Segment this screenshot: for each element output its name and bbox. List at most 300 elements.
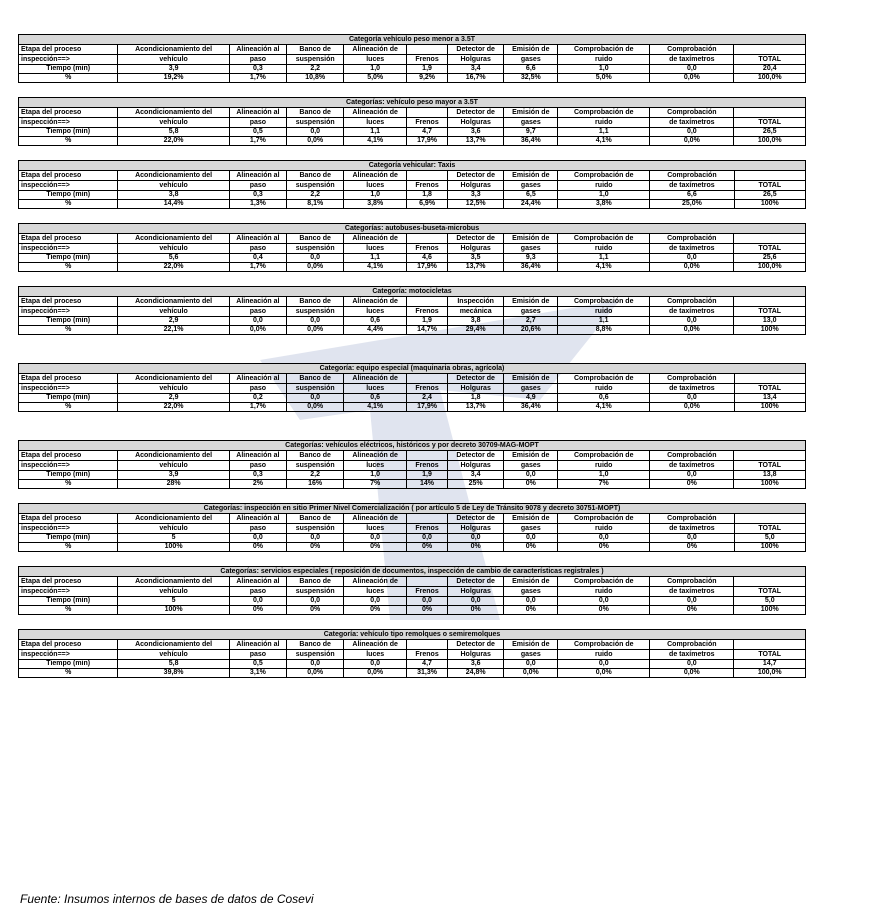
- table-cell: 32,5%: [504, 74, 558, 83]
- table-cell: 0,0: [287, 254, 344, 263]
- table-cell: 0,0: [650, 394, 734, 403]
- column-header: Etapa del proceso: [19, 374, 118, 384]
- table-cell: 4,1%: [344, 137, 407, 146]
- column-header: vehículo: [118, 461, 229, 471]
- column-header: Detector de: [448, 171, 504, 181]
- table-cell: 0,0%: [287, 263, 344, 272]
- column-header: Alineación al: [229, 374, 286, 384]
- table-cell: 5,8: [118, 128, 229, 137]
- table-cell: 8,1%: [287, 200, 344, 209]
- table-cell: 0,0: [650, 534, 734, 543]
- column-header: Comprobación: [650, 577, 734, 587]
- table-cell: 13,7%: [448, 137, 504, 146]
- column-header: [407, 45, 448, 55]
- column-header: suspensión: [287, 461, 344, 471]
- column-header: vehículo: [118, 118, 229, 128]
- table-cell: 4,7: [407, 128, 448, 137]
- table-cell: 0,6: [344, 317, 407, 326]
- table-cell: 2,4: [407, 394, 448, 403]
- table-cell: 4,7: [407, 660, 448, 669]
- category-table: [18, 160, 806, 209]
- table-cell: 17,9%: [407, 137, 448, 146]
- column-header: suspensión: [287, 384, 344, 394]
- category-title: Categoría vehículo peso menor a 3.5T: [19, 35, 806, 45]
- table-cell: 0,0: [287, 597, 344, 606]
- table-cell: 1,3%: [229, 200, 286, 209]
- table-cell: 1,7%: [229, 74, 286, 83]
- column-header: Holguras: [448, 587, 504, 597]
- category-title: Categoría: motocicletas: [19, 287, 806, 297]
- column-header: TOTAL: [734, 244, 806, 254]
- column-header: Banco de: [287, 451, 344, 461]
- column-header: Acondicionamiento del: [118, 451, 229, 461]
- table-cell: 5: [118, 534, 229, 543]
- table-cell: 100%: [734, 200, 805, 209]
- table-cell: 29,4%: [448, 326, 504, 335]
- column-header: Etapa del proceso: [19, 297, 118, 307]
- column-header: vehículo: [118, 524, 229, 534]
- column-header: [734, 514, 805, 524]
- column-header: ruido: [558, 587, 650, 597]
- row-label: %: [19, 263, 118, 272]
- column-header: Banco de: [287, 45, 344, 55]
- row-label: Tiempo (min): [19, 191, 118, 200]
- column-header: Comprobación de: [558, 374, 650, 384]
- table-cell: 8,8%: [558, 326, 650, 335]
- table-cell: 0%: [448, 543, 504, 552]
- column-header: luces: [344, 461, 407, 471]
- column-header: paso: [229, 118, 286, 128]
- column-header: de taxímetros: [650, 384, 734, 394]
- table-cell: 0%: [344, 543, 407, 552]
- column-header: paso: [229, 650, 286, 660]
- category-table: [18, 629, 806, 678]
- column-header: vehículo: [118, 587, 229, 597]
- table-cell: 3,9: [118, 65, 229, 74]
- column-header: Detector de: [448, 45, 504, 55]
- table-cell: 100,0%: [734, 669, 806, 678]
- table-cell: 7%: [344, 480, 407, 489]
- table-cell: 14%: [406, 480, 447, 489]
- category-title: Categoría: vehículo tipo remolques o semiremolques: [19, 630, 806, 640]
- column-header: [734, 374, 805, 384]
- column-header: [407, 640, 448, 650]
- category-title: Categorías: autobuses-buseta-microbus: [19, 224, 806, 234]
- column-header: [734, 45, 806, 55]
- column-header: ruido: [558, 55, 650, 65]
- column-header: Acondicionamiento del: [118, 234, 229, 244]
- column-header: Comprobación: [650, 514, 734, 524]
- inspection-times-tables: [18, 34, 806, 678]
- table-cell: 9,3: [504, 254, 558, 263]
- category-table: [18, 286, 806, 335]
- category-title: Categoría: equipo especial (maquinaria obras, agrícola): [19, 364, 806, 374]
- column-header: Emisión de: [504, 577, 558, 587]
- table-cell: 0,0: [344, 660, 407, 669]
- column-header: [407, 171, 448, 181]
- column-header: [406, 451, 447, 461]
- column-header: inspección==>: [19, 55, 118, 65]
- table-cell: 0,0: [407, 597, 448, 606]
- table-cell: 3,8%: [558, 200, 650, 209]
- table-cell: 0%: [650, 480, 734, 489]
- table-cell: 14,4%: [118, 200, 229, 209]
- column-header: suspensión: [287, 524, 344, 534]
- table-cell: 0%: [650, 606, 734, 615]
- table-cell: 17,9%: [406, 263, 447, 272]
- column-header: de taxímetros: [650, 118, 734, 128]
- column-header: Alineación al: [229, 171, 286, 181]
- table-cell: 3,9: [118, 471, 229, 480]
- column-header: Banco de: [287, 374, 344, 384]
- column-header: Alineación al: [229, 234, 286, 244]
- table-cell: 3,5: [448, 254, 504, 263]
- column-header: Emisión de: [504, 374, 558, 384]
- table-cell: 6,6: [650, 191, 734, 200]
- table-cell: 13,7%: [448, 263, 504, 272]
- column-header: TOTAL: [734, 55, 806, 65]
- column-header: vehículo: [118, 307, 229, 317]
- column-header: Etapa del proceso: [19, 640, 118, 650]
- column-header: Emisión de: [504, 45, 558, 55]
- column-header: inspección==>: [19, 181, 118, 191]
- table-cell: 1,1: [558, 317, 650, 326]
- table-cell: 26,5: [734, 191, 805, 200]
- table-cell: 0%: [344, 606, 407, 615]
- table-cell: 13,7%: [448, 403, 504, 412]
- category-title: Categorías: vehículos eléctricos, históricos y por decreto 30709-MAG-MOPT: [19, 441, 806, 451]
- column-header: Comprobación de: [558, 234, 650, 244]
- table-cell: 1,0: [558, 471, 650, 480]
- table-cell: 1,0: [558, 65, 650, 74]
- table-cell: 4,9: [504, 394, 558, 403]
- column-header: Acondicionamiento del: [118, 640, 229, 650]
- column-header: Emisión de: [504, 108, 558, 118]
- column-header: Comprobación de: [558, 171, 650, 181]
- table-cell: 1,8: [407, 191, 448, 200]
- table-cell: 36,4%: [504, 403, 558, 412]
- column-header: TOTAL: [734, 384, 805, 394]
- column-header: TOTAL: [734, 307, 806, 317]
- column-header: suspensión: [287, 181, 344, 191]
- column-header: [734, 234, 806, 244]
- column-header: inspección==>: [19, 118, 118, 128]
- column-header: inspección==>: [19, 587, 118, 597]
- table-cell: 6,6: [504, 65, 558, 74]
- table-cell: 4,1%: [344, 403, 407, 412]
- column-header: paso: [229, 244, 286, 254]
- column-header: gases: [504, 524, 558, 534]
- table-cell: 25,0%: [650, 200, 734, 209]
- table-cell: 0,2: [229, 394, 286, 403]
- column-header: [406, 234, 447, 244]
- column-header: [734, 171, 805, 181]
- table-cell: 5,0%: [558, 74, 650, 83]
- column-header: [406, 297, 447, 307]
- table-cell: 0,0: [650, 471, 734, 480]
- table-cell: 2,7: [504, 317, 558, 326]
- table-cell: 0,0: [287, 660, 344, 669]
- table-cell: 0,0: [558, 597, 650, 606]
- table-cell: 1,7%: [229, 403, 286, 412]
- row-label: %: [19, 480, 118, 489]
- column-header: Alineación al: [229, 108, 286, 118]
- table-cell: 0,0: [229, 597, 286, 606]
- column-header: vehículo: [118, 181, 229, 191]
- column-header: Frenos: [407, 524, 448, 534]
- table-cell: 2,2: [287, 65, 344, 74]
- column-header: Emisión de: [504, 234, 558, 244]
- column-header: inspección==>: [19, 244, 118, 254]
- column-header: suspensión: [287, 307, 344, 317]
- table-cell: 13,0: [734, 317, 806, 326]
- table-cell: 20,4: [734, 65, 806, 74]
- column-header: paso: [229, 307, 286, 317]
- column-header: paso: [229, 587, 286, 597]
- column-header: gases: [504, 118, 558, 128]
- column-header: gases: [504, 307, 558, 317]
- column-header: [734, 108, 806, 118]
- column-header: Alineación al: [229, 640, 286, 650]
- column-header: Alineación de: [344, 640, 407, 650]
- column-header: [407, 374, 448, 384]
- column-header: TOTAL: [734, 524, 805, 534]
- table-cell: 0,0: [504, 597, 558, 606]
- table-cell: 0,0: [650, 317, 734, 326]
- table-cell: 1,9: [406, 317, 447, 326]
- category-table: [18, 34, 806, 83]
- table-cell: 0%: [448, 606, 504, 615]
- column-header: [734, 577, 806, 587]
- column-header: paso: [229, 524, 286, 534]
- column-header: suspensión: [287, 650, 344, 660]
- column-header: Comprobación de: [558, 577, 650, 587]
- column-header: Comprobación: [650, 640, 734, 650]
- row-label: Tiempo (min): [19, 65, 118, 74]
- table-cell: 0%: [504, 480, 558, 489]
- column-header: Acondicionamiento del: [118, 374, 229, 384]
- column-header: Alineación al: [229, 45, 286, 55]
- column-header: TOTAL: [734, 461, 806, 471]
- row-label: %: [19, 543, 118, 552]
- table-cell: 1,7%: [229, 263, 286, 272]
- table-cell: 25,6: [734, 254, 806, 263]
- table-cell: 3,6: [448, 660, 504, 669]
- row-label: Tiempo (min): [19, 597, 118, 606]
- column-header: Etapa del proceso: [19, 45, 118, 55]
- column-header: luces: [344, 524, 407, 534]
- row-label: Tiempo (min): [19, 254, 118, 263]
- column-header: vehículo: [118, 384, 229, 394]
- column-header: Etapa del proceso: [19, 171, 118, 181]
- table-cell: 100%: [734, 403, 805, 412]
- table-cell: 16%: [287, 480, 344, 489]
- table-cell: 0,0: [650, 128, 734, 137]
- column-header: de taxímetros: [650, 244, 734, 254]
- table-cell: 0,0: [229, 534, 286, 543]
- row-label: Tiempo (min): [19, 394, 118, 403]
- column-header: paso: [229, 55, 286, 65]
- table-cell: 0,0: [504, 534, 558, 543]
- table-cell: 2%: [229, 480, 286, 489]
- table-cell: 0,0: [650, 660, 734, 669]
- table-cell: 0,0: [287, 394, 344, 403]
- table-cell: 0%: [287, 606, 344, 615]
- table-cell: 22,1%: [118, 326, 229, 335]
- column-header: de taxímetros: [650, 307, 734, 317]
- table-cell: 0,3: [229, 191, 286, 200]
- column-header: de taxímetros: [650, 461, 734, 471]
- column-header: gases: [504, 244, 558, 254]
- table-cell: 0,0: [229, 317, 286, 326]
- table-cell: 0,0%: [287, 669, 344, 678]
- column-header: Comprobación de: [558, 297, 650, 307]
- column-header: Etapa del proceso: [19, 577, 118, 587]
- column-header: Acondicionamiento del: [118, 297, 229, 307]
- table-cell: 5,0: [734, 534, 805, 543]
- column-header: Acondicionamiento del: [118, 577, 229, 587]
- table-cell: 3,3: [448, 191, 504, 200]
- table-cell: 0%: [407, 606, 448, 615]
- table-cell: 4,1%: [558, 137, 650, 146]
- column-header: Etapa del proceso: [19, 451, 118, 461]
- row-label: Tiempo (min): [19, 128, 118, 137]
- column-header: Comprobación: [650, 45, 734, 55]
- row-label: %: [19, 74, 118, 83]
- column-header: gases: [504, 55, 558, 65]
- column-header: Banco de: [287, 514, 344, 524]
- column-header: Alineación de: [344, 234, 407, 244]
- row-label: %: [19, 326, 118, 335]
- column-header: Banco de: [287, 297, 344, 307]
- column-header: Emisión de: [504, 297, 558, 307]
- table-cell: 1,7%: [229, 137, 286, 146]
- table-cell: 0,0: [407, 534, 448, 543]
- column-header: Frenos: [407, 384, 448, 394]
- table-cell: 14,7%: [406, 326, 447, 335]
- table-cell: 0,6: [344, 394, 407, 403]
- row-label: %: [19, 403, 118, 412]
- column-header: Acondicionamiento del: [118, 45, 229, 55]
- column-header: TOTAL: [734, 587, 806, 597]
- column-header: paso: [229, 181, 286, 191]
- column-header: Holguras: [448, 524, 504, 534]
- column-header: Detector de: [448, 234, 504, 244]
- table-cell: 22,0%: [118, 263, 229, 272]
- table-cell: 0,0: [287, 534, 344, 543]
- table-cell: 0,0%: [287, 137, 344, 146]
- category-table: [18, 363, 806, 412]
- table-cell: 0,0: [448, 534, 504, 543]
- column-header: Acondicionamiento del: [118, 514, 229, 524]
- table-cell: 36,4%: [504, 263, 558, 272]
- table-cell: 0,0%: [650, 137, 734, 146]
- table-cell: 100%: [734, 606, 806, 615]
- table-cell: 0,5: [229, 128, 286, 137]
- table-cell: 3,8%: [344, 200, 407, 209]
- column-header: ruido: [558, 650, 650, 660]
- table-cell: 0,3: [229, 471, 286, 480]
- table-cell: 1,9: [406, 471, 447, 480]
- column-header: Etapa del proceso: [19, 514, 118, 524]
- column-header: [407, 108, 448, 118]
- column-header: Holguras: [448, 461, 504, 471]
- column-header: Alineación de: [344, 171, 407, 181]
- column-header: de taxímetros: [650, 587, 734, 597]
- column-header: [407, 577, 448, 587]
- table-cell: 100,0%: [734, 263, 806, 272]
- column-header: Comprobación de: [558, 451, 650, 461]
- column-header: Banco de: [287, 640, 344, 650]
- column-header: gases: [504, 587, 558, 597]
- row-label: Tiempo (min): [19, 317, 118, 326]
- column-header: paso: [229, 461, 286, 471]
- table-cell: 24,8%: [448, 669, 504, 678]
- column-header: Detector de: [448, 514, 504, 524]
- column-header: Alineación al: [229, 514, 286, 524]
- column-header: [734, 451, 806, 461]
- table-cell: 0,0: [558, 660, 650, 669]
- column-header: ruido: [558, 307, 650, 317]
- table-cell: 25%: [448, 480, 504, 489]
- category-title: Categorías: inspección en sitio Primer Nivel Comercialización ( por artículo 5 de Ley de Tránsito 9078 y decreto 30751-MOPT): [19, 504, 806, 514]
- table-cell: 39,8%: [118, 669, 229, 678]
- table-cell: 0%: [407, 543, 448, 552]
- column-header: Alineación de: [344, 514, 407, 524]
- column-header: Alineación de: [344, 45, 407, 55]
- category-table: [18, 97, 806, 146]
- column-header: gases: [504, 384, 558, 394]
- column-header: luces: [344, 118, 407, 128]
- table-cell: 0,0: [504, 660, 558, 669]
- table-cell: 0,0%: [650, 326, 734, 335]
- table-cell: 0%: [558, 543, 650, 552]
- table-cell: 17,9%: [407, 403, 448, 412]
- table-cell: 0,0: [504, 471, 558, 480]
- column-header: ruido: [558, 384, 650, 394]
- table-cell: 2,2: [287, 471, 344, 480]
- column-header: Detector de: [448, 374, 504, 384]
- column-header: Emisión de: [504, 171, 558, 181]
- column-header: luces: [344, 650, 407, 660]
- table-cell: 1,8: [448, 394, 504, 403]
- table-cell: 4,1%: [558, 263, 650, 272]
- category-table: [18, 566, 806, 615]
- table-cell: 13,4: [734, 394, 805, 403]
- column-header: Comprobación de: [558, 45, 650, 55]
- column-header: Banco de: [287, 171, 344, 181]
- column-header: luces: [344, 55, 407, 65]
- table-cell: 1,1: [558, 254, 650, 263]
- table-cell: 0,0: [344, 534, 407, 543]
- column-header: Detector de: [448, 451, 504, 461]
- column-header: [734, 297, 806, 307]
- column-header: Emisión de: [504, 640, 558, 650]
- table-cell: 0,0%: [650, 263, 734, 272]
- table-cell: 5,0%: [344, 74, 407, 83]
- column-header: paso: [229, 384, 286, 394]
- row-label: Tiempo (min): [19, 471, 118, 480]
- column-header: de taxímetros: [650, 181, 734, 191]
- column-header: Alineación al: [229, 451, 286, 461]
- table-cell: 7%: [558, 480, 650, 489]
- table-cell: 0%: [229, 606, 286, 615]
- column-header: [734, 640, 806, 650]
- table-cell: 1,1: [558, 128, 650, 137]
- table-cell: 1,1: [344, 254, 407, 263]
- column-header: Etapa del proceso: [19, 234, 118, 244]
- column-header: suspensión: [287, 244, 344, 254]
